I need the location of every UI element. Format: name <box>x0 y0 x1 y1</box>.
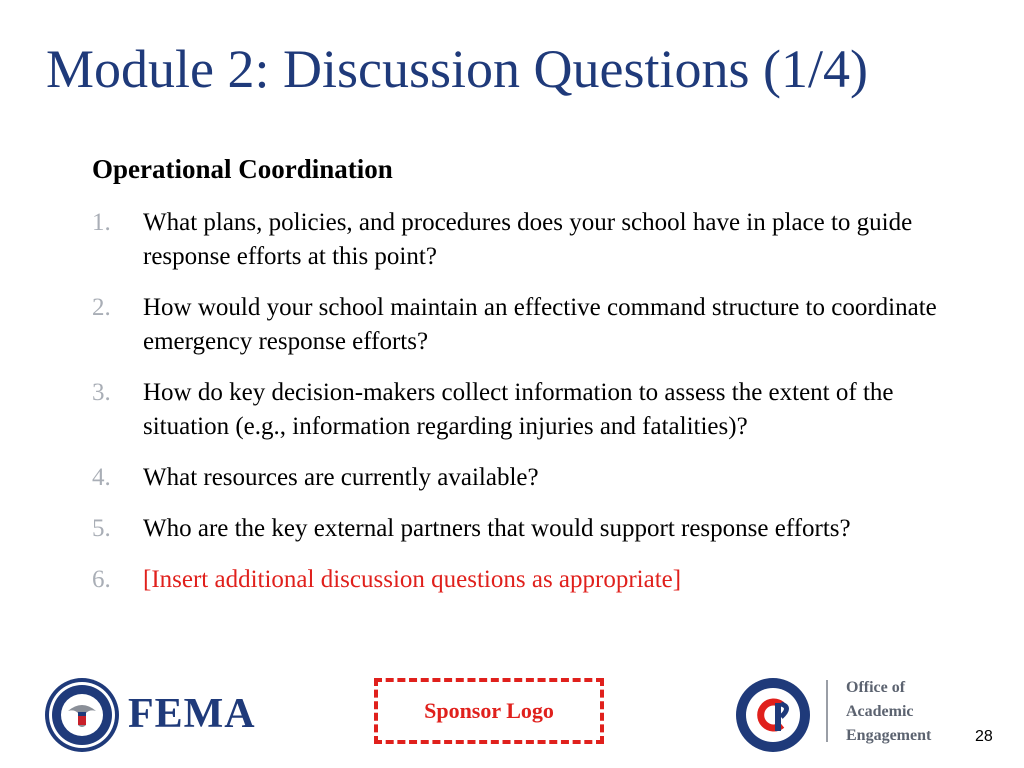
question-text: How do key decision-makers collect information to assess the extent of the situation (e.g., information regarding injuries and fatalities)? <box>143 379 894 440</box>
office-line: Office of <box>846 679 906 696</box>
slide-title: Module 2: Discussion Questions (1/4) <box>46 39 868 99</box>
question-item <box>92 291 972 359</box>
question-text: What resources are currently available? <box>143 464 539 491</box>
question-item <box>92 512 972 546</box>
office-line: Academic <box>846 703 914 720</box>
question-item <box>92 206 972 274</box>
question-text-placeholder: [Insert additional discussion questions as appropriate] <box>143 566 682 593</box>
question-item <box>92 461 972 495</box>
question-list <box>92 206 972 614</box>
section-heading: Operational Coordination <box>92 154 393 184</box>
question-number: 5. <box>92 515 111 542</box>
question-number: 3. <box>92 379 111 406</box>
question-number: 6. <box>92 566 111 593</box>
office-of-academic-engagement <box>846 676 931 748</box>
page-number: 28 <box>975 728 993 745</box>
question-number: 1. <box>92 209 111 236</box>
question-text: What plans, policies, and procedures does your school have in place to guide response efforts at this point? <box>143 209 913 270</box>
question-number: 2. <box>92 294 111 321</box>
sponsor-logo-placeholder: Sponsor Logo <box>374 678 604 744</box>
fema-wordmark: FEMA <box>128 691 256 737</box>
logo-divider <box>826 680 828 742</box>
question-text: How would your school maintain an effective command structure to coordinate emergency response efforts? <box>143 294 937 355</box>
question-text: Who are the key external partners that would support response efforts? <box>143 515 851 542</box>
question-item-placeholder <box>92 563 972 597</box>
slide-footer <box>0 660 1024 768</box>
campus-resilience-seal-icon <box>735 677 811 753</box>
office-line: Engagement <box>846 727 932 744</box>
dhs-seal-icon <box>44 677 120 753</box>
question-number: 4. <box>92 464 111 491</box>
question-item <box>92 376 972 444</box>
